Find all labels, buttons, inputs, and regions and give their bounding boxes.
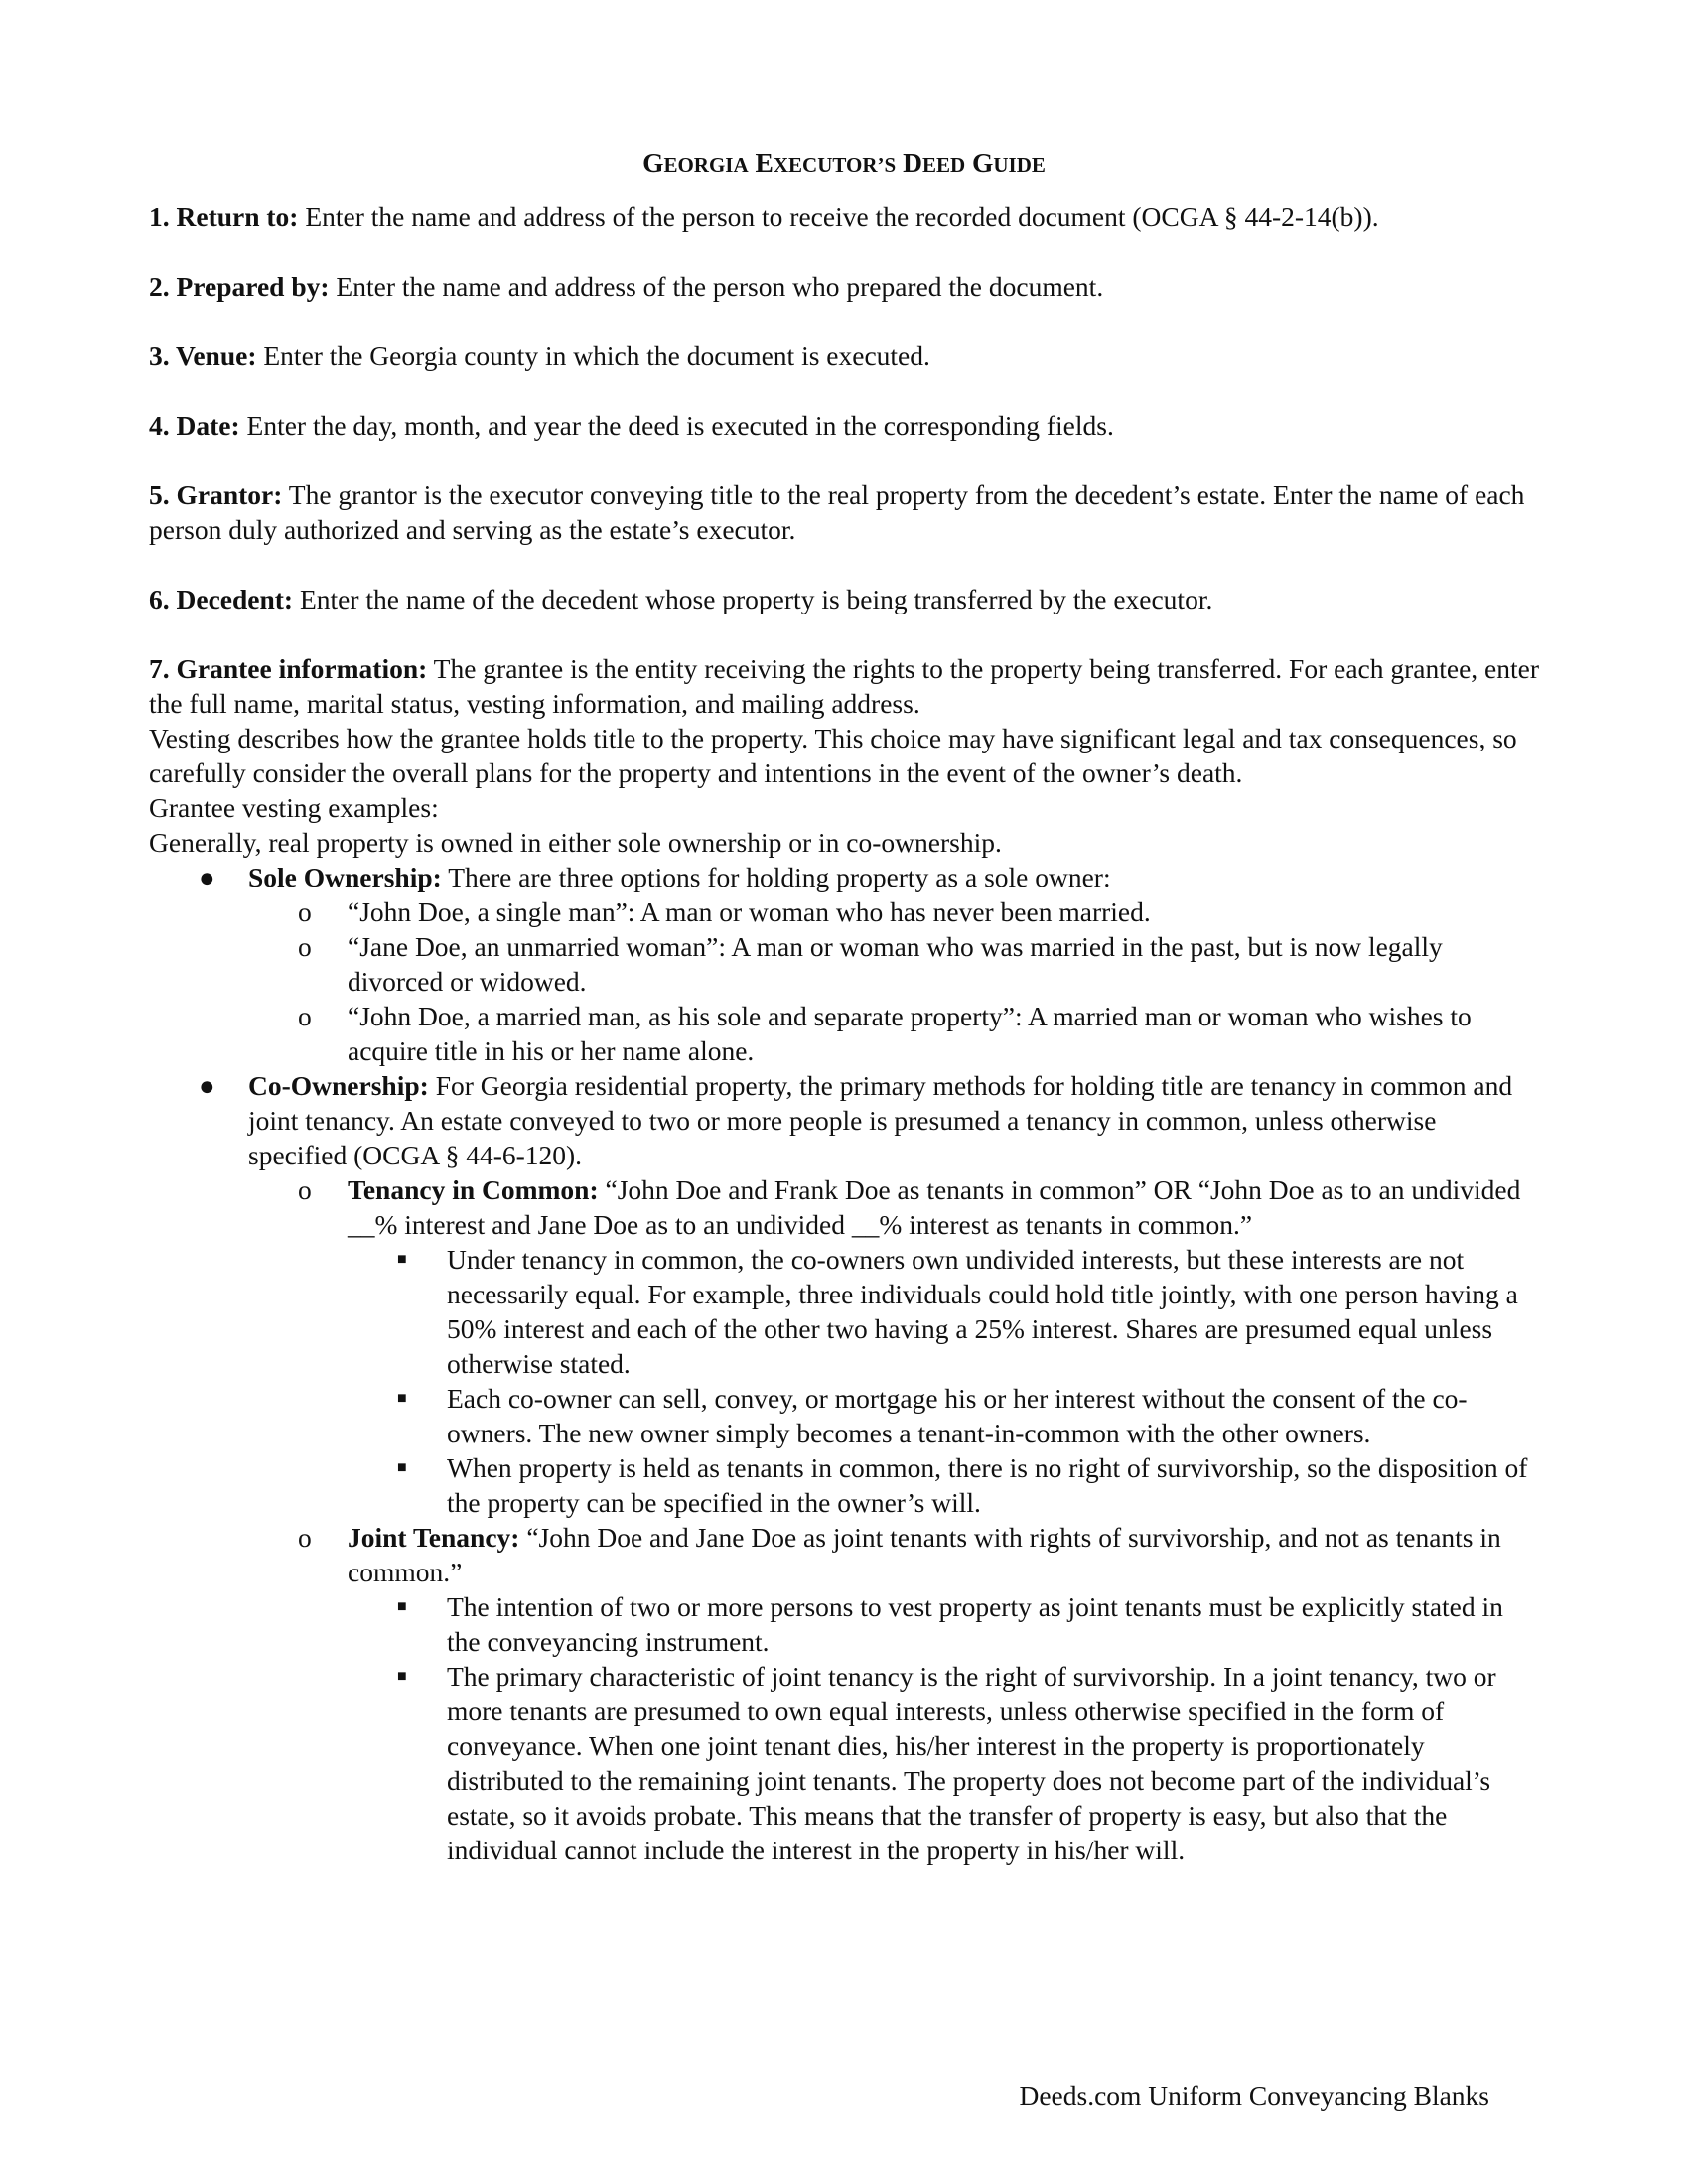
bullet-circle-icon: o: [298, 1001, 312, 1031]
item-date: 4. Date: Enter the day, month, and year the deed is executed in the corresponding fields.: [149, 410, 1114, 441]
list-item-joint-tenancy: o Joint Tenancy: “John Doe and Jane Doe as joint tenants with rights of survivorship, and not as tenants in common.”: [298, 1522, 1501, 1587]
item-decedent: 6. Decedent: Enter the name of the decedent whose property is being transferred by the executor.: [149, 584, 1213, 614]
tenancy-in-common-point: ■ When property is held as tenants in common, there is no right of survivorship, so the disposition of the property can be specified in the owner’s will.: [397, 1452, 1528, 1518]
bullet-square-icon: ■: [397, 1459, 407, 1476]
tenancy-in-common-point: ■ Under tenancy in common, the co-owners own undivided interests, but these interests are not necessarily equal. For example, three individuals could hold title jointly, with one person having a 50% interest and each of the other two having a 25% interest. Shares are presumed equal unless otherwise stated.: [397, 1244, 1518, 1379]
list-item-sole-ownership: ● Sole Ownership: There are three options for holding property as a sole owner:: [199, 862, 1111, 892]
item-venue: 3. Venue: Enter the Georgia county in which the document is executed.: [149, 341, 930, 371]
bullet-square-icon: ■: [397, 1390, 407, 1407]
bullet-circle-icon: o: [298, 1174, 312, 1205]
item-return-to: 1. Return to: Enter the name and address of the person to receive the recorded document (OCGA § 44-2-14(b)).: [149, 202, 1379, 232]
document-page: [149, 145, 1539, 1867]
sole-option: o “John Doe, a married man, as his sole and separate property”: A married man or woman who wishes to acquire title in his or her name alone.: [298, 1001, 1472, 1066]
bullet-disc-icon: ●: [199, 1070, 215, 1101]
item-grantee-information: 7. Grantee information: The grantee is the entity receiving the rights to the property being transferred. For each grantee, enter the full name, marital status, vesting information, and mailing address.: [149, 653, 1539, 719]
sole-option: o “Jane Doe, an unmarried woman”: A man or woman who was married in the past, but is now legally divorced or widowed.: [298, 931, 1443, 997]
item-prepared-by: 2. Prepared by: Enter the name and address of the person who prepared the document.: [149, 271, 1104, 302]
sole-option: o “John Doe, a single man”: A man or woman who has never been married.: [298, 896, 1151, 927]
bullet-circle-icon: o: [298, 896, 312, 927]
vesting-general: Generally, real property is owned in either sole ownership or in co-ownership.: [149, 827, 1002, 858]
item-grantor: 5. Grantor: The grantor is the executor conveying title to the real property from the decedent’s estate. Enter the name of each person duly authorized and serving as the estate’s executor.: [149, 479, 1525, 545]
bullet-circle-icon: o: [298, 1522, 312, 1553]
joint-tenancy-point: ■ The primary characteristic of joint tenancy is the right of survivorship. In a joint tenancy, two or more tenants are presumed to own equal interests, unless otherwise specified in the form of conveyance. When one joint tenant dies, his/her interest in the property is proportionately distributed to the remaining joint tenants. The property does not become part of the individual’s estate, so it avoids probate. This means that the transfer of property is easy, but also that the individual cannot include the interest in the property in his/her will.: [397, 1661, 1496, 1865]
page-footer: Deeds.com Uniform Conveyancing Blanks: [1019, 2080, 1489, 2111]
bullet-circle-icon: o: [298, 931, 312, 962]
bullet-square-icon: ■: [397, 1598, 407, 1615]
bullet-square-icon: ■: [397, 1251, 407, 1268]
joint-tenancy-point: ■ The intention of two or more persons to vest property as joint tenants must be explicitly stated in the conveyancing instrument.: [397, 1591, 1503, 1657]
list-item-tenancy-in-common: o Tenancy in Common: “John Doe and Frank Doe as tenants in common” OR “John Doe as to an undivided __% interest and Jane Doe as to an undivided __% interest as tenants in common.”: [298, 1174, 1521, 1240]
bullet-square-icon: ■: [397, 1668, 407, 1685]
list-item-co-ownership: ● Co-Ownership: For Georgia residential property, the primary methods for holding title are tenancy in common and joint tenancy. An estate conveyed to two or more people is presumed a tenancy in common, unless otherwise specified (OCGA § 44-6-120).: [199, 1070, 1513, 1170]
bullet-disc-icon: ●: [199, 862, 215, 892]
vesting-description: Vesting describes how the grantee holds title to the property. This choice may have significant legal and tax consequences, so carefully consider the overall plans for the property and intentions in the event of the owner’s death.: [149, 723, 1517, 788]
page-title: GEORGIA EXECUTOR’S DEED GUIDE: [642, 147, 1046, 178]
vesting-examples-heading: Grantee vesting examples:: [149, 792, 439, 823]
tenancy-in-common-point: ■ Each co-owner can sell, convey, or mortgage his or her interest without the consent of the co-owners. The new owner simply becomes a tenant-in-common with the other owners.: [397, 1383, 1468, 1448]
